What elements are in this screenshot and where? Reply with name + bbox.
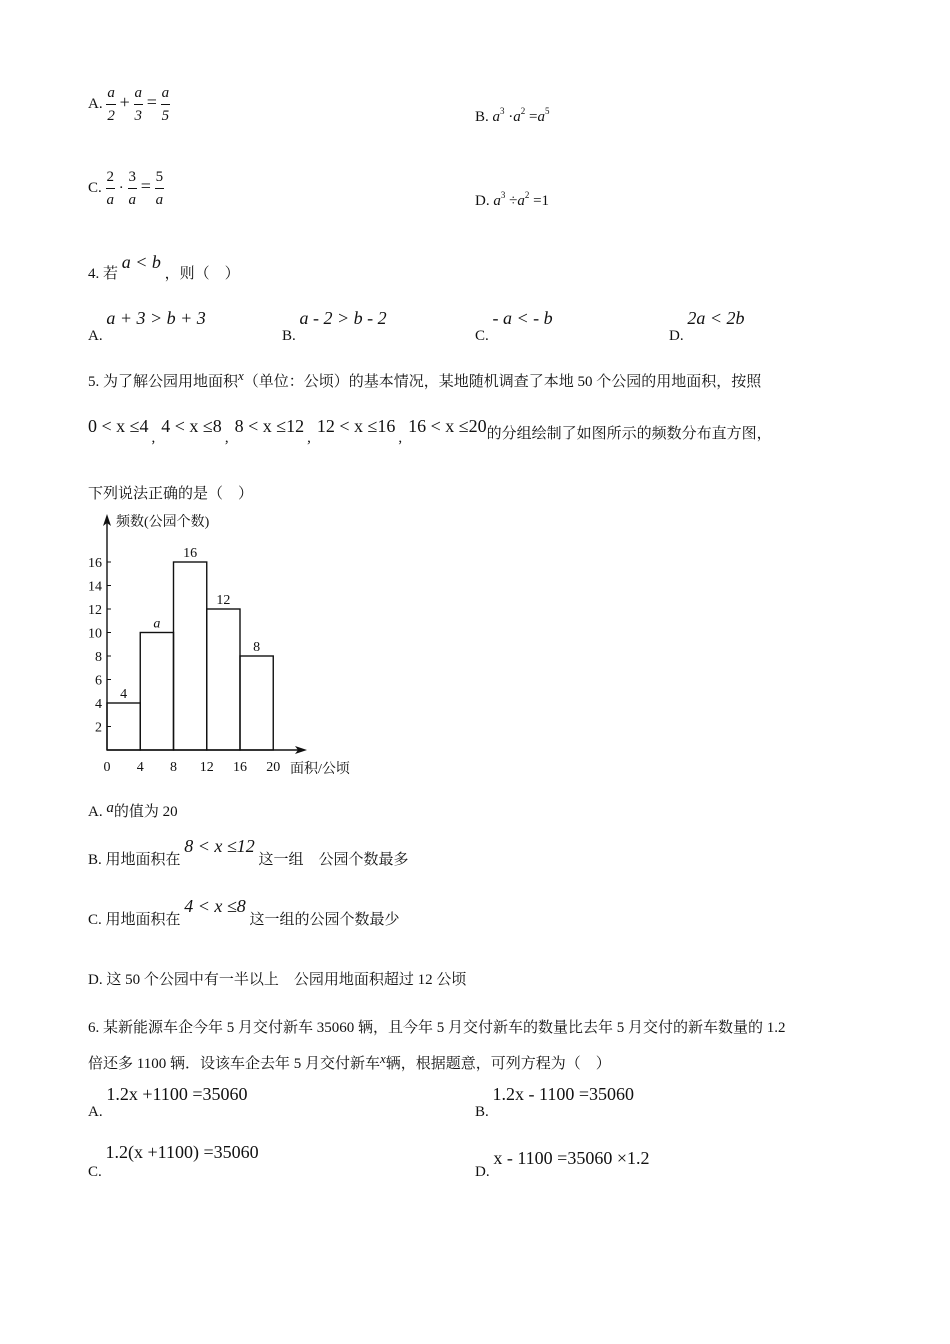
option-label: D. bbox=[669, 328, 684, 344]
fraction: $\frac{a}{3}$ bbox=[134, 82, 144, 127]
option-label: D. bbox=[475, 1164, 490, 1180]
q5-line1 bbox=[88, 370, 761, 391]
math-var: a bbox=[106, 800, 114, 816]
math-var: x bbox=[379, 1051, 386, 1066]
q5-text: （单位：公顷）的基本情况，某地随机调查了本地 50 个公园的用地面积，按照 bbox=[243, 374, 762, 390]
bar-value-label: 8 bbox=[253, 640, 261, 655]
exponent: 3 bbox=[500, 106, 505, 116]
math-var: a bbox=[537, 109, 545, 125]
x-tick-label: 12 bbox=[199, 760, 214, 775]
y-tick-label: 16 bbox=[88, 556, 102, 571]
q6-option-a[interactable] bbox=[88, 1084, 248, 1120]
exponent: 5 bbox=[544, 106, 550, 116]
fraction: $\frac{5}{a}$ bbox=[155, 166, 165, 211]
group-interval: 8 < x ≤12 bbox=[234, 416, 305, 436]
option-label: A. bbox=[88, 804, 103, 820]
y-tick-label: 4 bbox=[95, 697, 102, 712]
q6-text: 6. 某新能源车企今年 5 月交付新车 35060 辆，且今年 5 月交付新车的数量比去年 5 月交付的新车数量的 1.2 bbox=[88, 1020, 786, 1036]
group-interval: 4 < x ≤8 bbox=[161, 416, 222, 436]
q5-option-a[interactable] bbox=[88, 800, 178, 821]
math-var: a bbox=[492, 109, 501, 125]
option-label: C. bbox=[475, 328, 489, 344]
exponent: 2 bbox=[524, 190, 530, 200]
option-math: x - 1100 =35060 ×1.2 bbox=[493, 1148, 650, 1168]
q3-b-label: B. bbox=[475, 109, 489, 125]
separator: , bbox=[224, 430, 229, 446]
q5-option-c[interactable] bbox=[88, 896, 400, 928]
y-axis-label: 频数(公园个数) bbox=[116, 515, 210, 530]
x-tick-label: 8 bbox=[170, 760, 177, 775]
q4-option-a[interactable] bbox=[88, 308, 206, 344]
equals-sign: = bbox=[146, 91, 157, 112]
q4-stem bbox=[88, 252, 240, 283]
bar-value-label: 12 bbox=[216, 593, 231, 608]
bar-value-label: 4 bbox=[120, 687, 128, 702]
histogram-chart bbox=[80, 508, 380, 780]
q3-option-a[interactable] bbox=[88, 82, 170, 127]
x-tick-label: 4 bbox=[136, 760, 144, 775]
q6-option-c[interactable] bbox=[88, 1142, 259, 1180]
option-label: C. 用地面积在 bbox=[88, 912, 181, 928]
histogram-bar bbox=[107, 703, 140, 750]
option-math: - a < - b bbox=[492, 308, 553, 328]
q5-text: 的分组绘制了如图所示的频数分布直方图， bbox=[486, 426, 772, 442]
q5-text: 下列说法正确的是（ ） bbox=[88, 486, 254, 502]
option-math: a + 3 > b + 3 bbox=[106, 308, 206, 328]
y-tick-label: 2 bbox=[95, 720, 102, 736]
histogram-bar bbox=[174, 562, 207, 750]
q6-line1 bbox=[88, 1016, 786, 1037]
separator: , bbox=[151, 430, 156, 446]
option-math: 8 < x ≤12 bbox=[184, 836, 255, 856]
q6-text: 辆，根据题意，可列方程为（ ） bbox=[385, 1056, 611, 1072]
group-interval: 16 < x ≤20 bbox=[408, 416, 487, 436]
option-label: B. bbox=[475, 1104, 489, 1120]
q5-text: 5. 为了解公园用地面积 bbox=[88, 374, 239, 390]
plus-sign: + bbox=[119, 91, 130, 112]
dot-op: · bbox=[118, 179, 124, 196]
fraction: $\frac{2}{a}$ bbox=[106, 166, 116, 211]
equals-one: =1 bbox=[533, 193, 550, 209]
q4-stem-math: a < b bbox=[121, 252, 161, 272]
bar-value-label: 16 bbox=[183, 546, 198, 561]
y-tick-label: 6 bbox=[95, 673, 102, 689]
option-label: D. bbox=[88, 972, 103, 988]
equals-sign: = bbox=[140, 175, 151, 196]
option-math: 2a < 2b bbox=[687, 308, 745, 328]
q5-option-d[interactable] bbox=[88, 968, 466, 989]
bar-value-label: a bbox=[153, 616, 161, 632]
option-label: C. bbox=[88, 1164, 102, 1180]
option-text: 这一组 公园个数最多 bbox=[258, 852, 409, 868]
math-var: a bbox=[517, 193, 525, 209]
option-text: 的值为 20 bbox=[113, 804, 178, 820]
math-var: a bbox=[493, 193, 501, 209]
q4-option-b[interactable] bbox=[282, 308, 387, 344]
option-text: 这 50 个公园中有一半以上 公园用地面积超过 12 公顷 bbox=[106, 972, 467, 988]
q3-option-d[interactable] bbox=[475, 190, 549, 210]
q4-stem-suffix: ，则（ ） bbox=[164, 266, 240, 282]
equals-sign: = bbox=[529, 109, 538, 125]
exponent: 3 bbox=[500, 190, 506, 200]
dot-op: · bbox=[508, 109, 514, 125]
y-tick-label: 14 bbox=[88, 579, 102, 595]
q4-option-d[interactable] bbox=[669, 308, 745, 344]
option-label: A. bbox=[88, 1104, 103, 1120]
q4-stem-prefix: 4. 若 bbox=[88, 266, 119, 282]
q3-a-label: A. bbox=[88, 96, 103, 112]
x-tick-label: 20 bbox=[266, 760, 281, 775]
q3-option-c[interactable] bbox=[88, 166, 164, 211]
x-tick-label: 0 bbox=[103, 760, 111, 775]
option-math: 1.2x +1100 =35060 bbox=[106, 1084, 248, 1104]
histogram-bar bbox=[240, 656, 273, 750]
q6-option-b[interactable] bbox=[475, 1084, 634, 1120]
q5-line3 bbox=[88, 482, 253, 503]
separator: , bbox=[398, 430, 403, 446]
divide-op: ÷ bbox=[509, 193, 518, 209]
histogram-bar bbox=[207, 609, 240, 750]
q5-line2 bbox=[88, 416, 772, 446]
math-var: a bbox=[513, 109, 521, 125]
exponent: 2 bbox=[520, 106, 526, 116]
q5-option-b[interactable] bbox=[88, 836, 409, 868]
q3-c-label: C. bbox=[88, 180, 102, 196]
math-var: x bbox=[238, 368, 244, 383]
option-label: B. 用地面积在 bbox=[88, 852, 181, 868]
q4-option-c[interactable] bbox=[475, 308, 553, 344]
fraction: $\frac{3}{a}$ bbox=[128, 166, 138, 211]
fraction: $\frac{a}{5}$ bbox=[161, 82, 171, 127]
option-math: a - 2 > b - 2 bbox=[299, 308, 387, 328]
separator: , bbox=[307, 430, 311, 446]
y-tick-label: 10 bbox=[88, 626, 102, 642]
option-math: 1.2x - 1100 =35060 bbox=[492, 1084, 634, 1104]
q6-option-d[interactable] bbox=[475, 1148, 650, 1180]
q3-option-b[interactable] bbox=[475, 106, 549, 126]
group-interval: 12 < x ≤16 bbox=[316, 416, 396, 436]
option-label: B. bbox=[282, 328, 296, 344]
option-text: 这一组的公园个数最少 bbox=[249, 912, 400, 928]
x-axis-label: 面积/公顷 bbox=[290, 762, 350, 777]
group-interval: 0 < x ≤4 bbox=[88, 416, 149, 436]
y-tick-label: 12 bbox=[88, 603, 102, 618]
option-math: 1.2(x +1100) =35060 bbox=[105, 1142, 259, 1162]
histogram-bar bbox=[140, 633, 173, 751]
fraction: $\frac{a}{2}$ bbox=[106, 82, 116, 127]
y-tick-label: 8 bbox=[95, 650, 102, 665]
option-label: A. bbox=[88, 328, 103, 344]
q6-text: 倍还多 1100 辆．设该车企去年 5 月交付新车 bbox=[88, 1056, 380, 1072]
option-math: 4 < x ≤8 bbox=[184, 896, 246, 916]
q3-d-label: D. bbox=[475, 193, 490, 209]
q6-line2 bbox=[88, 1052, 611, 1073]
x-tick-label: 16 bbox=[233, 760, 247, 775]
